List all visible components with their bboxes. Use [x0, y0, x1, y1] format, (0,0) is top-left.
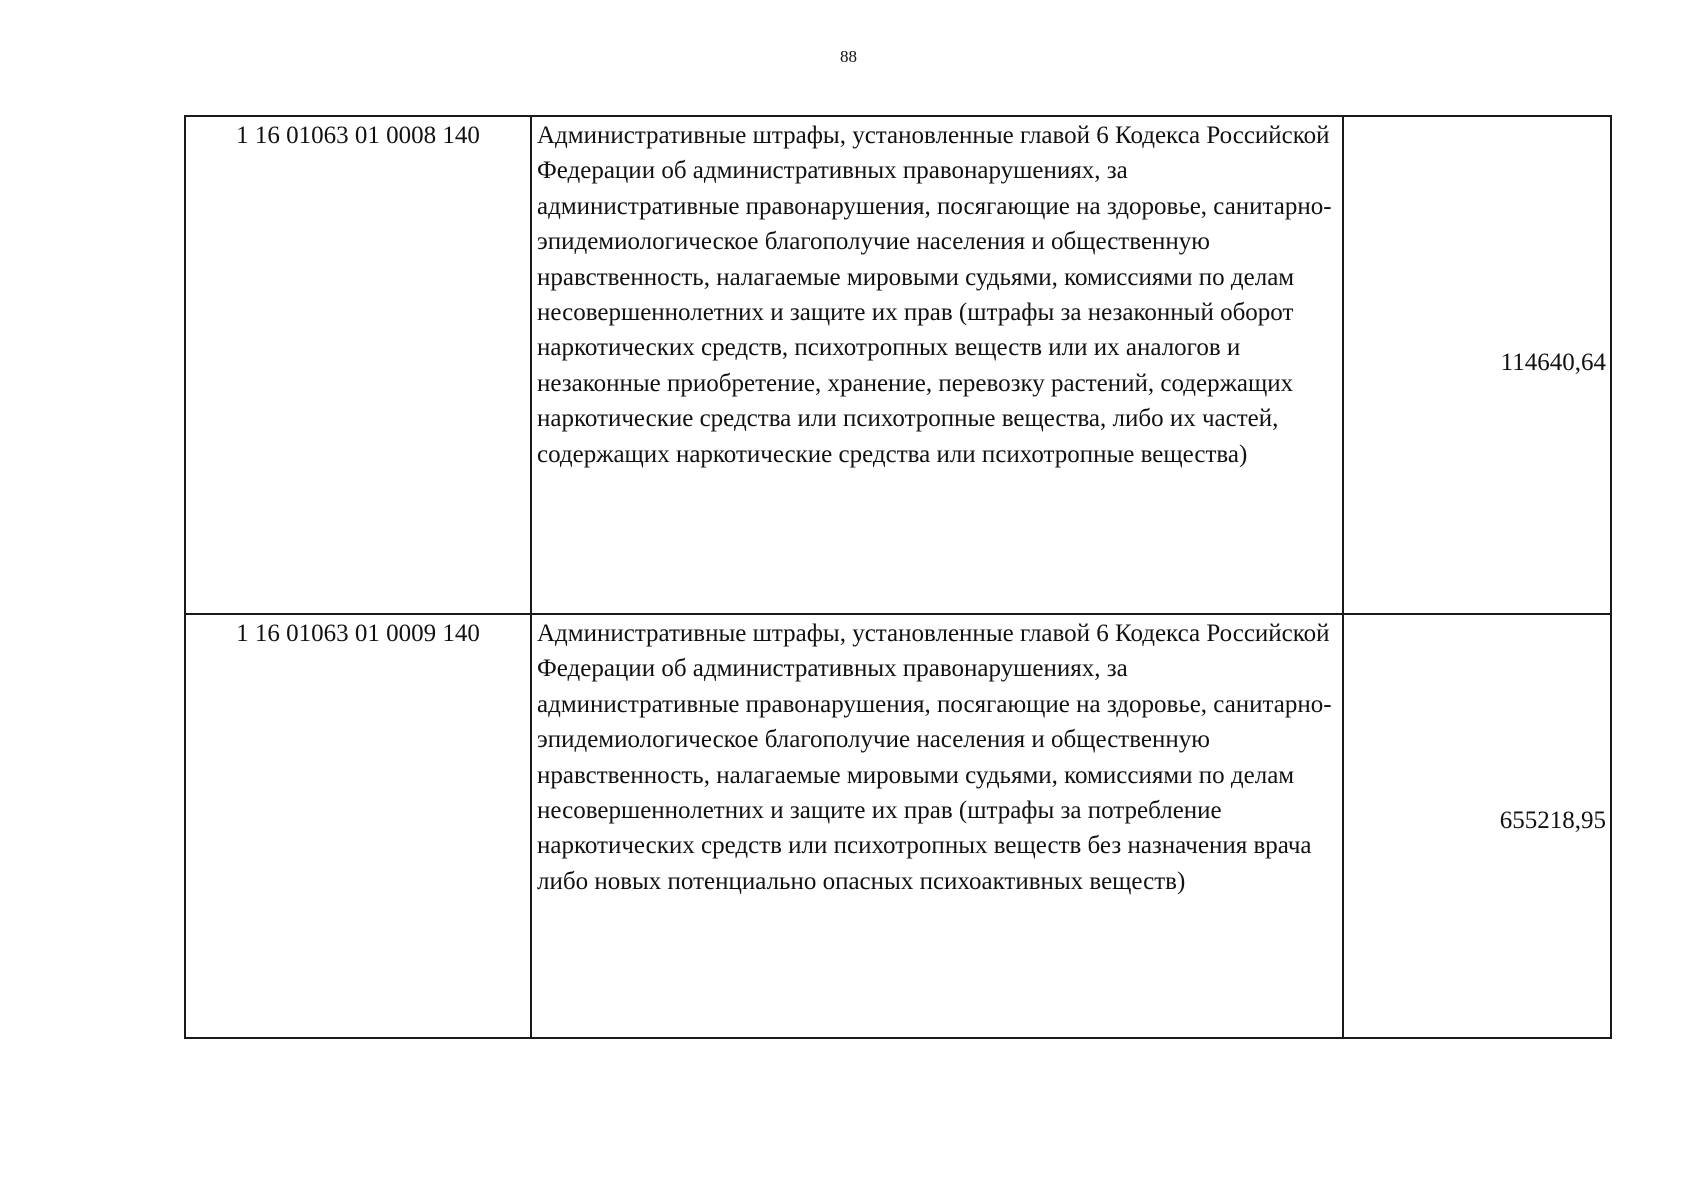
revenue-amount: 655218,95: [1343, 614, 1611, 1038]
revenue-description: Административные штрафы, установленные главой 6 Кодекса Российской Федерации об административных правонарушениях, за административные правонарушения, посягающие на здоровье, санитарно-эпидемиологическое благополучие населения и общественную нравственность, налагаемые мировыми судьями, комиссиями по делам несовершеннолетних и защите их прав (штрафы за потребление наркотических средств или психотропных веществ без назначения врача либо новых потенциально опасных психоактивных веществ): [531, 614, 1343, 1038]
revenue-description: Административные штрафы, установленные главой 6 Кодекса Российской Федерации об административных правонарушениях, за административные правонарушения, посягающие на здоровье, санитарно-эпидемиологическое благополучие населения и общественную нравственность, налагаемые мировыми судьями, комиссиями по делам несовершеннолетних и защите их прав (штрафы за незаконный оборот наркотических средств, психотропных веществ или их аналогов и незаконные приобретение, хранение, перевозку растений, содержащих наркотические средства или психотропные вещества, либо их частей, содержащих наркотические средства или психотропные вещества): [531, 116, 1343, 614]
budget-classification-code: 1 16 01063 01 0009 140: [185, 614, 531, 1038]
page-number: 88: [840, 47, 857, 66]
budget-classification-code: 1 16 01063 01 0008 140: [185, 116, 531, 614]
budget-revenue-table: [184, 115, 1612, 1039]
revenue-amount: 114640,64: [1343, 116, 1611, 614]
table-row: [185, 614, 1611, 1038]
table-row: [185, 116, 1611, 614]
